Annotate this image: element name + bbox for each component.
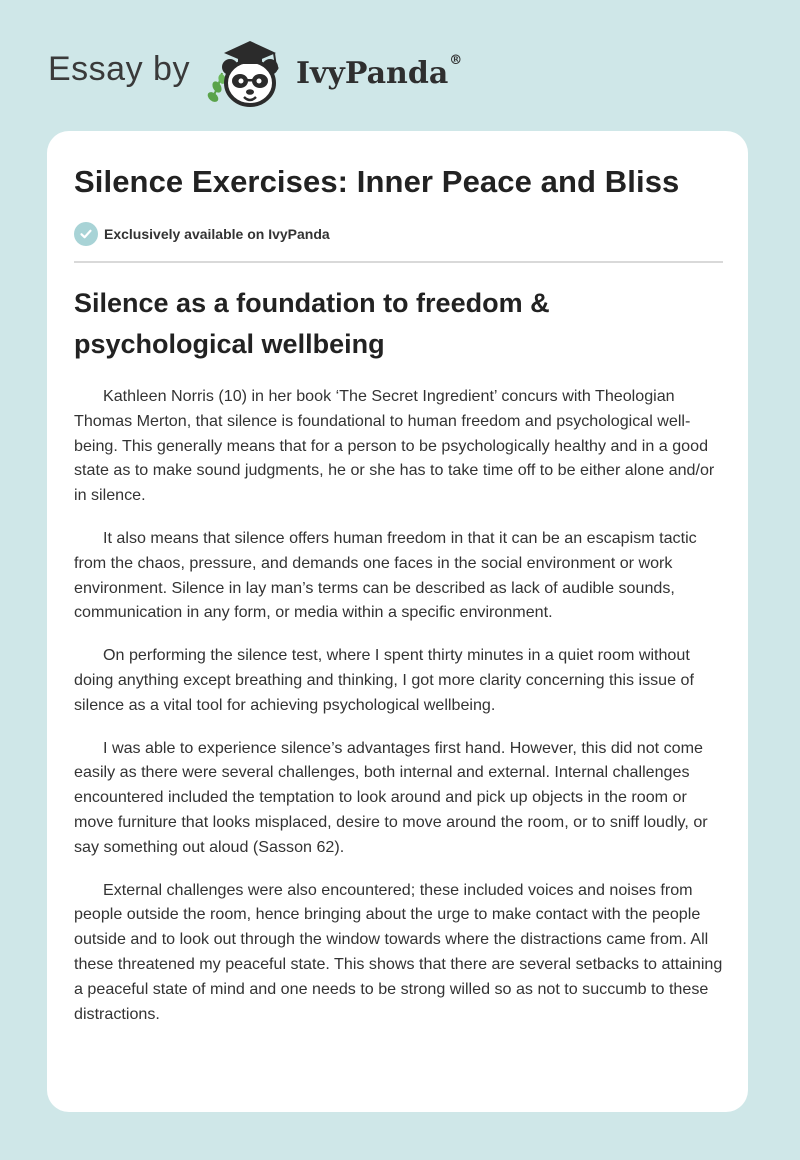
paragraph: External challenges were also encountered; these included voices and noises from people outside the room, hence bringing about the urge to make contact with the people outside and to look out through the window towards where the distractions came from. All these threatened my peaceful state. This shows that there are several setbacks to attaining a peaceful state of mind and one needs to be strong willed so as not to succumb to these distractions.	[74, 880, 723, 1023]
essay-by-label: Essay by	[48, 49, 190, 88]
brand-name[interactable]: IvyPanda®	[295, 52, 463, 91]
article-title: Silence Exercises: Inner Peace and Bliss	[74, 164, 680, 199]
article-body	[74, 384, 726, 1044]
panda-graduate-logo-icon[interactable]	[204, 37, 292, 109]
paragraph: It also means that silence offers human freedom in that it can be an escapism tactic from the chaos, pressure, and demands one faces in the social environment or work environment. Silence in lay man’s terms can be described as lack of audible sounds, communication in any form, or media within a specific environment.	[74, 528, 697, 622]
article-card	[47, 131, 748, 1112]
paragraph: Kathleen Norris (10) in her book ‘The Secret Ingredient’ concurs with Theologian Thomas Merton, that silence is foundational to human freedom and psychological well-being. This generally means that for a person to be psychologically healthy and in a good state as to make sound judgments, he or she has to take time off to be either alone and/or in silence.	[74, 387, 715, 505]
exclusive-badge	[74, 222, 330, 246]
divider	[74, 261, 723, 263]
registered-mark: ®	[449, 52, 463, 68]
check-circle-icon	[74, 222, 98, 246]
site-header	[48, 38, 462, 108]
section-heading: Silence as a foundation to freedom & psychological wellbeing	[74, 288, 550, 359]
paragraph: On performing the silence test, where I spent thirty minutes in a quiet room without doing anything except breathing and thinking, I got more clarity concerning this issue of silence as a vital tool for achieving psychological wellbeing.	[74, 646, 694, 714]
paragraph: I was able to experience silence’s advantages first hand. However, this did not come easily as there were several challenges, both internal and external. Internal challenges encountered included the temptation to look around and pick up objects in the room or move furniture that looks misplaced, desire to move around the room, or to sniff loudly, or say something out aloud (Sasson 62).	[74, 738, 708, 856]
exclusive-badge-text: Exclusively available on IvyPanda	[104, 226, 330, 242]
